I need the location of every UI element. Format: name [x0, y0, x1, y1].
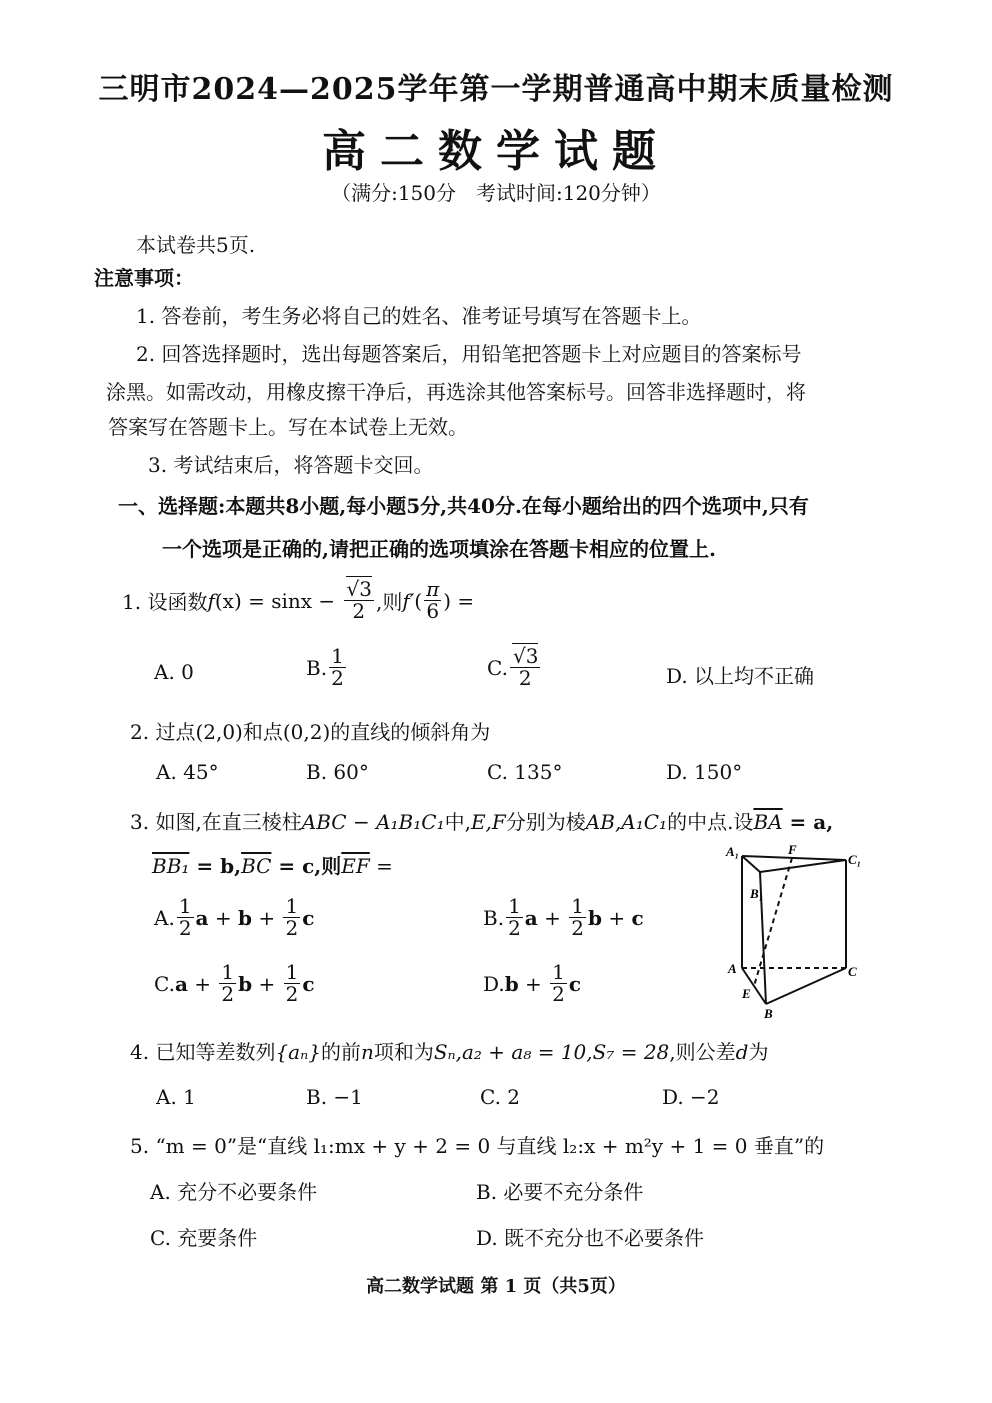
- q4-seq: {aₙ}: [275, 1040, 321, 1064]
- q4-condition: Sₙ,a₂ + a₈ = 10,S₇ = 28: [433, 1040, 670, 1064]
- q3-option-d: [483, 962, 581, 1005]
- q3-c-num1: 1: [221, 960, 235, 984]
- question-2-stem: 2. 过点(2,0)和点(0,2)的直线的倾斜角为: [130, 720, 491, 744]
- question-3-stem-line-2: [152, 850, 393, 879]
- q4-end2: 为: [748, 1040, 769, 1064]
- q2-option-d: D. 150°: [666, 760, 743, 784]
- q3-prefix: 3. 如图,在直三棱柱: [130, 810, 302, 834]
- edge-b-c: [766, 968, 846, 1004]
- q1-fprime: f′: [402, 588, 415, 613]
- q1-option-c-label: C.: [487, 655, 508, 680]
- label-b1: B₁: [750, 886, 764, 901]
- q3-eq-a: = a,: [782, 810, 834, 834]
- exam-title-line1: 三明市2024—2025学年第一学期普通高中期末质量检测: [98, 72, 894, 107]
- q3-b-var-b: b: [587, 905, 602, 930]
- note-item-3: 3. 考试结束后，将答题卡交回。: [148, 453, 434, 477]
- note-item-1: 1. 答卷前，考生务必将自己的姓名、准考证号填写在答题卡上。: [136, 304, 702, 328]
- q3-c-plus1: +: [187, 971, 218, 996]
- q3-eq-end: =: [369, 854, 393, 878]
- q5-option-b: B. 必要不充分条件: [476, 1180, 644, 1204]
- q4-mid2: 项和为: [373, 1040, 434, 1064]
- q1-sqrt3: √3: [346, 577, 372, 601]
- q3-option-c: [154, 962, 315, 1005]
- q3-c-var-c: c: [302, 971, 315, 996]
- q1-fraction-sqrt3-over-2: [344, 579, 374, 622]
- q3-a-var-a: a: [195, 905, 209, 930]
- notes-heading: 注意事项：: [94, 266, 194, 290]
- q1-option-c-fraction: [510, 646, 540, 689]
- q3-c-den2: 2: [285, 982, 299, 1006]
- q3-c-var-b: b: [238, 971, 253, 996]
- q3-a-den2: 2: [285, 916, 299, 940]
- question-5-stem: 5. “m = 0”是“直线 l₁:mx + y + 2 = 0 与直线 l₂:x + m²y + 1 = 0 垂直”的: [130, 1134, 825, 1158]
- q3-c-plus2: +: [252, 971, 282, 996]
- label-b: B: [764, 1006, 773, 1020]
- q2-option-a: A. 45°: [156, 760, 219, 784]
- q4-mid: 的前: [320, 1040, 361, 1064]
- q3-mid: 中,: [444, 810, 471, 834]
- label-a1: A₁: [726, 844, 740, 859]
- q3-b-var-a: a: [524, 905, 538, 930]
- label-a: A: [728, 961, 737, 976]
- label-c: C: [848, 964, 857, 979]
- q3-eq-b: = b,: [189, 854, 242, 878]
- q4-end: ,则公差: [669, 1040, 736, 1064]
- q1-two: 2: [352, 599, 366, 623]
- q3-d-num: 1: [552, 960, 565, 984]
- q3-d-label: D.: [483, 971, 505, 996]
- q4-option-c: C. 2: [480, 1085, 521, 1109]
- note-item-2-line-3: 答案写在答题卡上。写在本试卷上无效。: [108, 415, 468, 439]
- q4-option-b: B. −1: [306, 1085, 363, 1109]
- q3-b-num2: 1: [571, 894, 584, 918]
- q3-a-num2: 1: [285, 894, 299, 918]
- q3-ef: E,F: [470, 810, 506, 834]
- q5-option-a: A. 充分不必要条件: [150, 1180, 318, 1204]
- q1-option-b: [306, 646, 348, 689]
- page-footer: 高二数学试题 第 1 页（共5页）: [366, 1276, 626, 1297]
- question-1-stem: 1. 设函数 f (x) = sinx − $\frac{√3}{2}$ ,则 f′ ( $\frac{\pi}{6}$ ) =: [122, 577, 475, 623]
- q3-a-label: A.: [154, 905, 175, 930]
- q3-edges: AB,A₁C₁: [585, 810, 668, 834]
- q3-c-num2: 1: [285, 960, 299, 984]
- note-item-2-line-2: 涂黑。如需改动，用橡皮擦干净后，再选涂其他答案标号。回答非选择题时，将: [106, 380, 806, 404]
- edge-a1-b1: [742, 856, 760, 872]
- q3-b-num1: 1: [508, 894, 521, 918]
- section-1-line-2: 一个选项是正确的,请把正确的选项填涂在答题卡相应的位置上.: [162, 537, 716, 561]
- q5-option-d: D. 既不充分也不必要条件: [476, 1226, 705, 1250]
- q1-option-c-num: √3: [512, 644, 539, 668]
- q4-option-a: A. 1: [156, 1085, 196, 1109]
- q1-then: ,则: [375, 590, 403, 614]
- q3-c-var-a: a: [174, 971, 188, 996]
- pages-note: 本试卷共5页.: [136, 233, 256, 257]
- prism-figure: [722, 842, 868, 1020]
- q1-f: f: [207, 588, 215, 613]
- q1-option-c: [487, 646, 542, 689]
- q3-b-plus1: +: [537, 905, 568, 930]
- q3-b-den1: 2: [508, 916, 521, 940]
- q1-fraction-pi-over-6: [424, 579, 441, 622]
- q3-d-var-b: b: [504, 971, 519, 996]
- q3-b-var-c: c: [631, 905, 644, 930]
- q3-b-plus2: +: [601, 905, 632, 930]
- q4-n: n: [360, 1040, 374, 1064]
- q1-end: ) =: [443, 588, 475, 613]
- q1-pi: π: [426, 577, 440, 601]
- q3-a-plus1: +: [208, 905, 238, 930]
- q3-vec-ba: $\overline{BA}$: [753, 810, 783, 834]
- q2-option-b: B. 60°: [306, 760, 369, 784]
- q3-b-den2: 2: [571, 916, 584, 940]
- question-4-stem: [130, 1036, 768, 1065]
- q5-option-c: C. 充要条件: [150, 1226, 258, 1250]
- q1-option-b-fraction: [329, 646, 346, 689]
- q3-vec-bb1: BB₁: [152, 854, 190, 878]
- exam-info: （满分:150分 考试时间:120分钟）: [331, 181, 661, 205]
- q3-a-var-c: c: [302, 905, 315, 930]
- q3-option-b: [483, 896, 644, 939]
- q3-vec-bc: $\overline{BC}$: [241, 854, 272, 878]
- q1-option-b-den: 2: [331, 666, 344, 690]
- q1-option-b-num: 1: [331, 644, 344, 668]
- q1-prefix: 1. 设函数: [122, 590, 208, 614]
- q4-d: d: [735, 1040, 749, 1064]
- q3-option-a: [154, 896, 314, 939]
- exam-subject-title: 高二数学试题: [322, 126, 670, 177]
- q3-end: 的中点.设: [667, 810, 754, 834]
- q3-c-den1: 2: [221, 982, 235, 1006]
- label-e: E: [742, 986, 751, 1001]
- q3-c-label: C.: [154, 971, 175, 996]
- q3-a-plus2: +: [251, 905, 282, 930]
- q3-d-plus: +: [518, 971, 549, 996]
- q3-b-label: B.: [483, 905, 505, 930]
- q1-six: 6: [426, 599, 440, 623]
- q3-vec-ef: $\overline{EF}$: [341, 854, 370, 878]
- q3-mid2: 分别为棱: [505, 810, 586, 834]
- q4-prefix: 4. 已知等差数列: [130, 1040, 276, 1064]
- q2-option-c: C. 135°: [487, 760, 563, 784]
- question-3-stem-line-1: [130, 806, 833, 835]
- q3-d-var-c: c: [568, 971, 582, 996]
- q1-option-d: D. 以上均不正确: [666, 664, 815, 688]
- edge-b1-c1: [760, 860, 846, 872]
- q1-option-c-den: 2: [518, 666, 532, 690]
- note-item-2-line-1: 2. 回答选择题时，选出每题答案后，用铅笔把答题卡上对应题目的答案标号: [136, 342, 802, 366]
- q3-a-den1: 2: [178, 916, 192, 940]
- section-1-line-1: 一、选择题:本题共8小题,每小题5分,共40分.在每小题给出的四个选项中,只有: [118, 494, 809, 518]
- q1-x: (x): [214, 588, 242, 613]
- q3-a-var-b: b: [238, 905, 252, 930]
- label-c1: C₁: [848, 852, 862, 867]
- q1-eq: = sinx −: [241, 588, 342, 613]
- label-f: F: [788, 842, 797, 857]
- q3-eq-c: = c,则: [271, 854, 342, 878]
- q4-option-d: D. −2: [662, 1085, 720, 1109]
- q3-prism: ABC − A₁B₁C₁: [301, 810, 445, 834]
- q1-option-b-label: B.: [306, 655, 328, 680]
- q1-option-a: A. 0: [154, 660, 194, 684]
- q3-d-den: 2: [552, 982, 565, 1006]
- q3-a-num1: 1: [178, 894, 192, 918]
